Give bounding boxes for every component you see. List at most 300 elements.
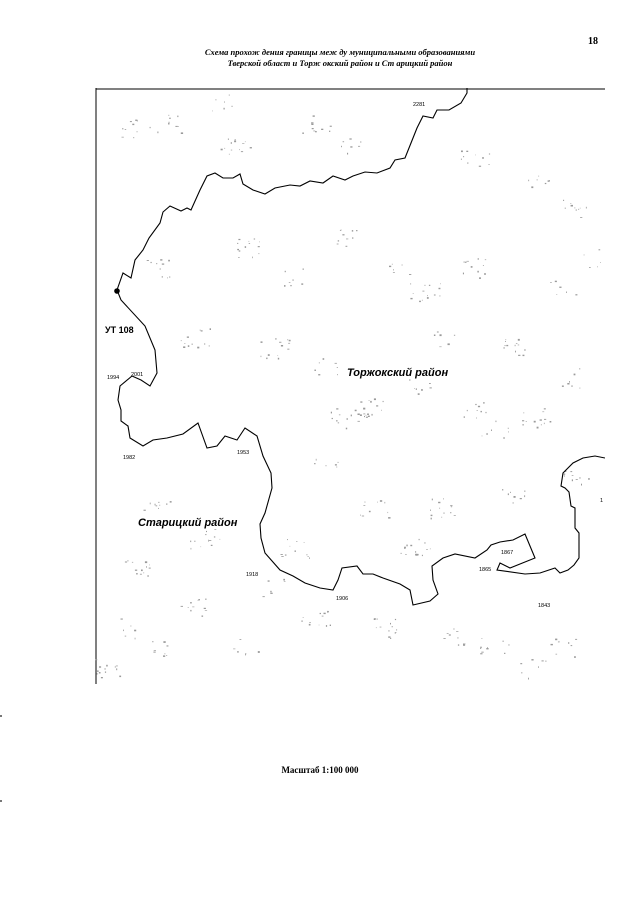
terrain-speck <box>290 285 292 286</box>
terrain-speck <box>491 430 492 432</box>
terrain-speck <box>485 259 486 260</box>
terrain-speck <box>370 401 372 403</box>
terrain-speck <box>358 414 360 416</box>
terrain-speck <box>315 370 316 371</box>
terrain-speck <box>571 205 573 207</box>
left-edge-mark <box>0 800 2 802</box>
terrain-speck <box>528 678 529 680</box>
terrain-speck <box>155 504 156 506</box>
terrain-speck <box>480 647 482 648</box>
terrain-speck <box>392 626 393 627</box>
terrain-speck <box>169 122 170 123</box>
ut108-label: УТ 108 <box>105 325 134 335</box>
terrain-speck <box>571 385 572 386</box>
terrain-speck <box>97 674 99 675</box>
terrain-speck <box>365 415 366 416</box>
terrain-speck <box>409 379 410 381</box>
terrain-speck <box>482 436 483 437</box>
terrain-speck <box>578 209 579 210</box>
terrain-speck <box>443 638 445 639</box>
terrain-speck <box>168 260 170 262</box>
terrain-speck <box>430 510 431 511</box>
terrain-speck <box>177 116 178 118</box>
terrain-speck <box>133 137 134 138</box>
terrain-speck <box>551 644 553 645</box>
point-label-2001: 2001 <box>131 372 144 378</box>
terrain-speck <box>181 340 182 341</box>
terrain-speck <box>467 410 468 411</box>
terrain-speck <box>572 475 574 476</box>
terrain-speck <box>216 99 217 100</box>
terrain-speck <box>258 651 260 653</box>
terrain-speck <box>311 122 313 123</box>
terrain-speck <box>466 151 468 152</box>
terrain-speck <box>363 414 365 415</box>
terrain-speck <box>307 554 308 555</box>
terrain-speck <box>366 417 368 418</box>
terrain-speck <box>238 239 240 240</box>
terrain-speck <box>438 502 440 503</box>
terrain-speck <box>231 150 232 151</box>
terrain-speck <box>116 666 118 667</box>
point-label-2281: 2281 <box>413 102 426 108</box>
terrain-speck <box>518 345 520 346</box>
terrain-speck <box>202 616 204 617</box>
terrain-speck <box>484 273 486 274</box>
terrain-speck <box>238 257 239 258</box>
terrain-speck <box>503 347 504 348</box>
terrain-speck <box>545 183 547 184</box>
terrain-speck <box>416 554 418 556</box>
terrain-speck <box>141 570 143 572</box>
terrain-speck <box>422 555 423 556</box>
terrain-speck <box>369 400 370 401</box>
terrain-speck <box>135 570 137 571</box>
terrain-speck <box>221 149 223 151</box>
terrain-speck <box>363 408 365 410</box>
terrain-speck <box>550 421 552 423</box>
terrain-speck <box>350 146 352 147</box>
terrain-speck <box>540 419 542 420</box>
terrain-speck <box>341 230 342 231</box>
terrain-speck <box>505 345 506 346</box>
terrain-speck <box>266 358 267 360</box>
terrain-speck <box>418 393 420 395</box>
terrain-speck <box>478 258 479 260</box>
terrain-speck <box>396 629 397 630</box>
point-label-1865: 1865 <box>479 567 492 573</box>
terrain-speck <box>449 634 451 635</box>
terrain-speck <box>228 139 229 140</box>
terrain-speck <box>479 166 481 167</box>
ut108-marker <box>114 288 120 294</box>
terrain-speck <box>439 288 441 289</box>
terrain-speck <box>234 141 236 143</box>
terrain-speck <box>376 405 378 406</box>
terrain-speck <box>281 554 283 555</box>
terrain-speck <box>296 541 298 542</box>
terrain-speck <box>531 186 533 188</box>
terrain-speck <box>132 562 133 563</box>
terrain-speck <box>464 416 465 418</box>
terrain-speck <box>192 344 193 345</box>
terrain-speck <box>374 398 376 400</box>
map-title-line-2: Тверской област и Торж окский район и Ст арицкий район <box>227 58 453 68</box>
terrain-speck <box>289 282 291 283</box>
terrain-speck <box>390 638 391 639</box>
terrain-speck <box>463 156 464 157</box>
terrain-speck <box>337 374 338 375</box>
terrain-speck <box>376 619 378 620</box>
terrain-speck <box>406 545 407 547</box>
terrain-speck <box>523 412 524 413</box>
terrain-speck <box>506 345 508 346</box>
terrain-speck <box>586 207 587 209</box>
terrain-speck <box>190 610 191 612</box>
terrain-speck <box>571 645 573 646</box>
terrain-speck <box>419 539 420 540</box>
terrain-speck <box>307 556 309 557</box>
terrain-speck <box>302 133 304 134</box>
terrain-speck <box>508 428 509 429</box>
terrain-speck <box>467 163 469 164</box>
terrain-speck <box>480 653 482 654</box>
terrain-speck <box>385 502 386 504</box>
terrain-speck <box>259 242 260 243</box>
terrain-speck <box>331 412 332 414</box>
terrain-speck <box>347 153 348 155</box>
point-label-1918: 1918 <box>246 572 259 578</box>
terrain-speck <box>97 670 99 672</box>
terrain-speck <box>430 549 431 550</box>
terrain-speck <box>518 339 520 341</box>
terrain-speck <box>454 515 456 516</box>
terrain-speck <box>580 217 582 218</box>
terrain-speck <box>335 464 337 465</box>
terrain-speck <box>337 367 338 368</box>
terrain-speck <box>487 647 488 648</box>
terrain-speck <box>454 335 455 336</box>
terrain-speck <box>588 478 590 480</box>
terrain-speck <box>166 504 167 505</box>
terrain-speck <box>440 283 441 284</box>
terrain-speck <box>523 355 525 356</box>
terrain-speck <box>522 420 524 421</box>
terrain-speck <box>363 505 365 506</box>
terrain-speck <box>115 666 116 667</box>
terrain-speck <box>326 465 327 466</box>
terrain-speck <box>443 498 444 499</box>
terrain-speck <box>249 241 250 242</box>
terrain-speck <box>270 591 271 593</box>
terrain-speck <box>464 262 465 263</box>
terrain-speck <box>388 630 389 631</box>
terrain-speck <box>320 613 321 614</box>
terrain-speck <box>343 141 345 142</box>
terrain-speck <box>405 554 407 555</box>
region-label-torzhok: Торжокский район <box>347 367 449 379</box>
terrain-speck <box>235 139 236 140</box>
terrain-speck <box>496 421 497 423</box>
terrain-speck <box>526 421 527 422</box>
terrain-speck <box>461 159 462 160</box>
terrain-speck <box>505 341 506 342</box>
terrain-speck <box>285 555 287 556</box>
terrain-speck <box>338 422 339 423</box>
terrain-speck <box>101 677 103 678</box>
terrain-speck <box>356 230 358 231</box>
terrain-speck <box>116 668 117 670</box>
terrain-speck <box>358 146 360 147</box>
terrain-speck <box>542 412 544 413</box>
terrain-speck <box>341 146 342 147</box>
terrain-speck <box>229 95 230 96</box>
terrain-speck <box>393 269 394 271</box>
terrain-speck <box>355 410 357 412</box>
terrain-speck <box>351 415 352 417</box>
terrain-speck <box>381 410 382 411</box>
terrain-speck <box>233 649 235 650</box>
terrain-speck <box>392 264 393 265</box>
terrain-speck <box>232 106 233 107</box>
terrain-speck <box>564 476 565 477</box>
terrain-speck <box>119 676 121 678</box>
terrain-speck <box>427 295 428 296</box>
terrain-speck <box>239 149 240 150</box>
terrain-speck <box>564 474 566 475</box>
terrain-speck <box>400 553 402 554</box>
terrain-speck <box>388 512 389 513</box>
terrain-speck <box>432 499 433 501</box>
terrain-speck <box>450 505 452 506</box>
terrain-speck <box>542 660 544 661</box>
terrain-speck <box>374 619 375 620</box>
terrain-speck <box>229 154 230 155</box>
terrain-speck <box>346 428 347 430</box>
terrain-speck <box>471 266 473 268</box>
terrain-speck <box>209 540 211 541</box>
terrain-speck <box>465 262 467 263</box>
terrain-speck <box>290 546 291 547</box>
terrain-speck <box>231 142 232 143</box>
terrain-speck <box>167 645 169 646</box>
terrain-speck <box>518 355 520 356</box>
terrain-speck <box>309 557 310 559</box>
terrain-speck <box>475 155 476 156</box>
terrain-speck <box>149 565 150 566</box>
terrain-speck <box>279 342 281 343</box>
terrain-speck <box>237 651 238 653</box>
terrain-speck <box>301 283 303 284</box>
terrain-speck <box>160 268 161 269</box>
terrain-speck <box>442 517 443 518</box>
terrain-speck <box>105 672 106 673</box>
point-label-edge: 1 <box>600 498 604 504</box>
terrain-speck <box>181 606 183 607</box>
terrain-speck <box>521 672 522 673</box>
terrain-speck <box>288 343 290 344</box>
terrain-speck <box>558 642 560 643</box>
terrain-speck <box>224 101 225 103</box>
terrain-speck <box>579 368 580 369</box>
terrain-speck <box>413 293 414 294</box>
terrain-speck <box>169 115 170 116</box>
terrain-speck <box>478 406 480 407</box>
terrain-speck <box>346 246 348 247</box>
terrain-speck <box>204 608 206 609</box>
terrain-speck <box>340 230 341 231</box>
terrain-speck <box>330 126 332 127</box>
terrain-speck <box>289 340 291 342</box>
terrain-speck <box>151 262 152 263</box>
terrain-speck <box>190 541 191 543</box>
terrain-speck <box>323 358 325 360</box>
terrain-speck <box>326 625 327 627</box>
terrain-speck <box>237 249 239 250</box>
terrain-speck <box>200 547 201 548</box>
terrain-speck <box>147 260 149 261</box>
terrain-speck <box>483 265 484 266</box>
terrain-speck <box>347 418 348 419</box>
terrain-speck <box>258 246 260 247</box>
terrain-speck <box>136 573 138 574</box>
terrain-speck <box>565 208 566 209</box>
terrain-speck <box>524 349 525 351</box>
terrain-speck <box>178 126 179 127</box>
terrain-speck <box>481 652 483 653</box>
terrain-speck <box>414 388 415 389</box>
terrain-speck <box>555 639 557 641</box>
terrain-speck <box>568 642 569 643</box>
terrain-speck <box>324 613 326 614</box>
terrain-speck <box>537 427 539 429</box>
terrain-speck <box>523 424 524 425</box>
terrain-speck <box>164 654 165 655</box>
terrain-speck <box>524 491 525 492</box>
terrain-speck <box>388 636 390 637</box>
terrain-speck <box>454 628 455 629</box>
terrain-speck <box>158 502 160 503</box>
terrain-speck <box>259 253 260 254</box>
terrain-speck <box>440 334 442 336</box>
map-frame <box>95 88 605 684</box>
terrain-speck <box>597 266 598 267</box>
terrain-speck <box>448 343 450 345</box>
terrain-speck <box>427 297 429 299</box>
terrain-speck <box>125 636 127 637</box>
terrain-speck <box>281 556 283 557</box>
terrain-speck <box>277 355 278 356</box>
terrain-speck <box>508 644 509 645</box>
map-canvas <box>95 88 605 684</box>
terrain-speck <box>337 244 339 245</box>
terrain-speck <box>250 147 252 148</box>
terrain-speck <box>544 408 546 409</box>
terrain-speck <box>314 463 316 464</box>
terrain-speck <box>123 630 124 632</box>
terrain-speck <box>566 292 567 294</box>
terrain-speck <box>376 627 377 628</box>
terrain-speck <box>153 652 155 653</box>
terrain-speck <box>545 661 546 662</box>
terrain-speck <box>181 132 183 134</box>
terrain-speck <box>162 276 163 277</box>
terrain-speck <box>482 638 483 639</box>
terrain-speck <box>125 562 127 563</box>
terrain-speck <box>434 295 436 296</box>
terrain-speck <box>205 610 207 611</box>
terrain-speck <box>486 648 488 649</box>
terrain-speck <box>479 277 481 279</box>
terrain-speck <box>163 655 165 657</box>
terrain-speck <box>99 666 101 667</box>
terrain-speck <box>563 200 564 201</box>
scale-caption: Масштаб 1:100 000 <box>281 765 359 775</box>
terrain-speck <box>125 129 127 130</box>
terrain-speck <box>170 501 172 503</box>
point-label-1843: 1843 <box>538 603 551 609</box>
terrain-speck <box>503 437 505 438</box>
terrain-speck <box>150 503 151 505</box>
terrain-speck <box>209 346 210 347</box>
terrain-speck <box>162 264 164 265</box>
terrain-speck <box>156 505 158 506</box>
terrain-speck <box>315 131 317 132</box>
terrain-speck <box>409 274 411 275</box>
terrain-speck <box>349 138 351 139</box>
terrain-speck <box>404 548 405 549</box>
terrain-speck <box>184 343 185 344</box>
terrain-speck <box>239 250 241 251</box>
terrain-speck <box>321 129 323 130</box>
terrain-speck <box>336 408 338 409</box>
terrain-speck <box>360 141 361 142</box>
terrain-speck <box>439 296 440 297</box>
terrain-speck <box>395 632 396 634</box>
terrain-speck <box>580 208 581 209</box>
terrain-speck <box>426 549 428 550</box>
terrain-speck <box>360 414 362 416</box>
terrain-speck <box>144 510 146 511</box>
terrain-speck <box>352 237 353 239</box>
terrain-speck <box>169 276 170 278</box>
terrain-speck <box>424 285 426 286</box>
terrain-speck <box>410 545 412 546</box>
terrain-speck <box>372 414 373 416</box>
terrain-speck <box>461 151 463 153</box>
terrain-speck <box>368 416 370 417</box>
terrain-speck <box>122 137 124 138</box>
terrain-speck <box>249 243 250 244</box>
terrain-speck <box>489 154 490 155</box>
terrain-speck <box>575 639 577 640</box>
terrain-speck <box>208 540 209 541</box>
terrain-speck <box>168 123 169 125</box>
terrain-speck <box>313 115 315 116</box>
terrain-speck <box>242 143 244 144</box>
terrain-speck <box>150 127 151 128</box>
terrain-speck <box>183 346 185 348</box>
map-title <box>100 47 580 69</box>
terrain-speck <box>287 539 288 540</box>
terrain-speck <box>559 287 561 288</box>
terrain-speck <box>410 298 412 299</box>
terrain-speck <box>158 508 159 509</box>
terrain-speck <box>287 349 289 350</box>
terrain-speck <box>599 249 601 250</box>
terrain-speck <box>482 157 484 159</box>
terrain-speck <box>205 534 206 535</box>
